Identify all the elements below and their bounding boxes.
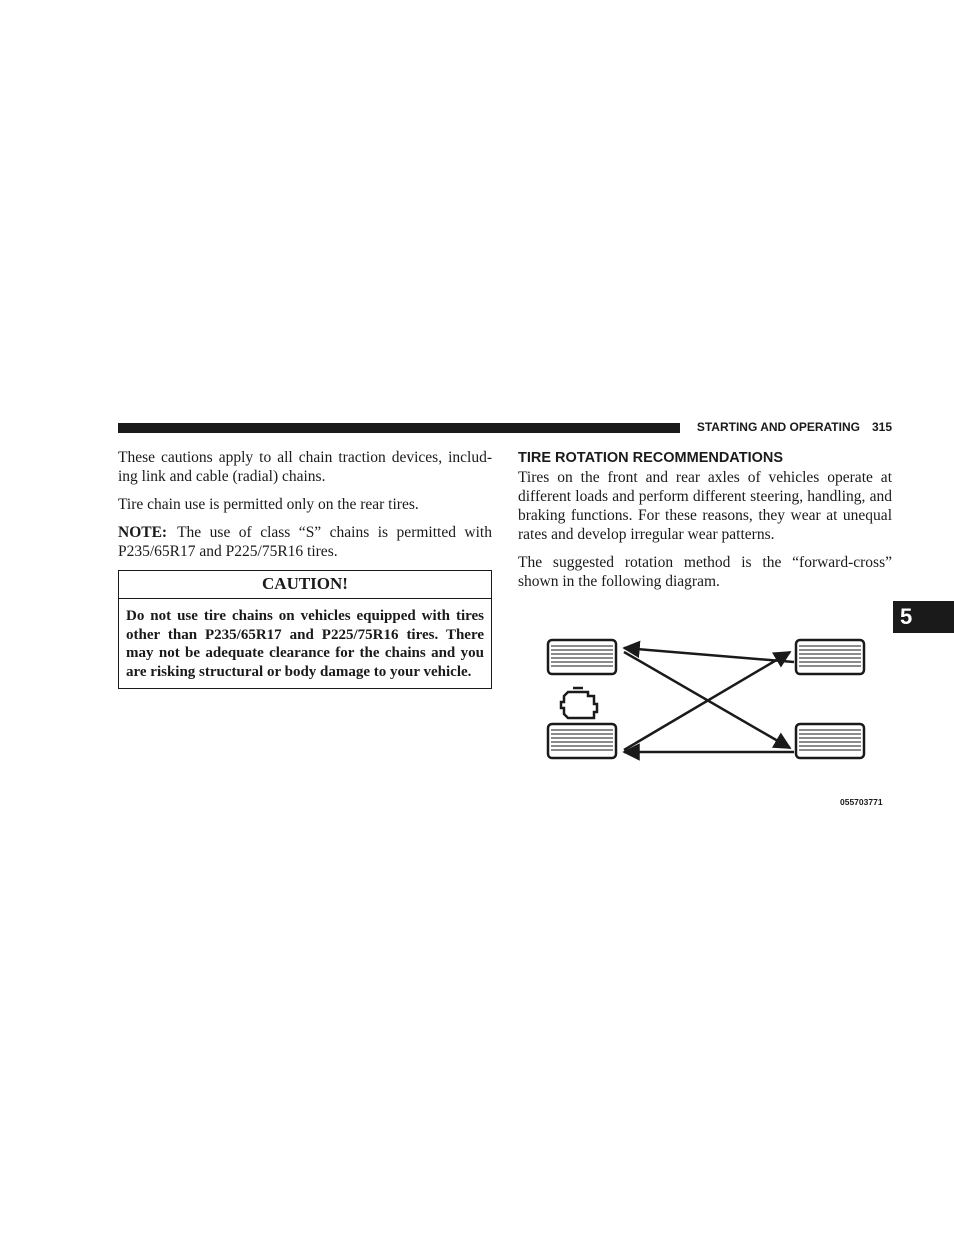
left-column [118,448,492,689]
tire-wear-paragraph: Tires on the front and rear axles of vehicles operate at different loads and perform different steering, handling, and braking functions. For these reasons, they wear at unequal rates and develop irregular wear patterns. [518,469,892,543]
note-text: The use of class “S” chains is permitted with P235/65R17 and P225/75R16 tires. [118,524,492,560]
chain-cautions-paragraph: These cautions apply to all chain traction devices, includ-ing link and cable (radial) chains. [118,449,492,485]
arrow-icon [624,648,794,662]
note-paragraph [118,523,492,561]
rear-left-tire-icon [548,724,616,758]
caution-title: CAUTION! [119,571,491,599]
front-left-tire-icon [548,640,616,674]
section-title: STARTING AND OPERATING [696,420,860,434]
tire-rotation-diagram [540,630,880,770]
right-column [518,448,892,600]
rear-right-tire-icon [796,724,864,758]
rear-tires-paragraph: Tire chain use is permitted only on the rear tires. [118,496,419,513]
front-right-tire-icon [796,640,864,674]
chapter-tab: 5 [893,601,954,633]
page-number: 315 [871,420,892,434]
section-heading: TIRE ROTATION RECOMMENDATIONS [518,450,784,466]
running-header [688,420,892,434]
diagram-id: 055703771 [840,797,883,807]
rotation-method-paragraph: The suggested rotation method is the “forward-cross” shown in the following diagram. [518,554,892,590]
engine-icon [561,688,597,718]
note-label: NOTE: [118,524,168,541]
rotation-arrows [624,648,794,752]
caution-box [118,570,492,689]
header-rule [118,423,680,433]
caution-text: Do not use tire chains on vehicles equipped with tires other than P235/65R17 and P225/75R16 tires. There may not be adequate clearance for the chains and you are risking structural or body damage to your vehicle. [126,608,484,680]
